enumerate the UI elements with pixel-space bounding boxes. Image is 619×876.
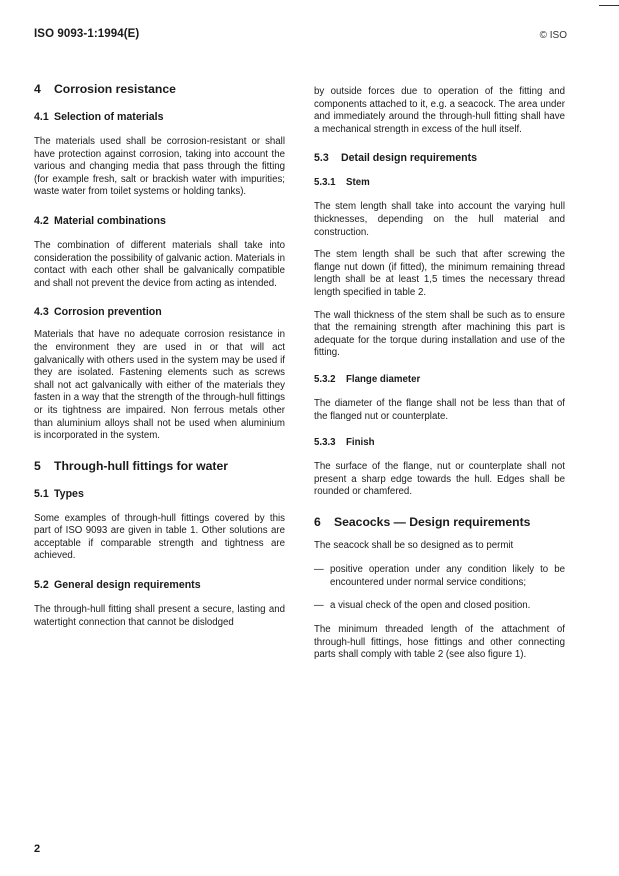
paragraph: The materials used shall be corrosion-resistant or shall have protection against corrosion, taking into account the various and changing media that pass through the fitting (for example fresh, salt or brackish water with impurities; waste water from toilet systems or holding tanks). [34, 136, 285, 198]
section-5-3-3-heading: 5.3.3 Finish [314, 437, 375, 449]
left-column [34, 82, 285, 629]
section-5-3-heading: 5.3 Detail design requirements [314, 152, 477, 165]
paragraph-continued: by outside forces due to operation of the fitting and components attached to it, e.g. a seacock. The area under and immediately around the through-hull fitting shall have a mechanical strength in excess of the hull itself. [314, 86, 565, 135]
section-4-heading: 4 Corrosion resistance [34, 82, 176, 96]
list-item [314, 600, 565, 613]
page-number: 2 [34, 843, 41, 855]
list-item [314, 564, 565, 589]
section-5-3-1-heading: 5.3.1 Stem [314, 177, 370, 189]
section-5-2-heading: 5.2 General design requirements [34, 579, 201, 592]
paragraph: The stem length shall take into account the varying hull thicknesses, depending on the hull material and construction. [314, 201, 565, 238]
section-5-3-2-heading: 5.3.2 Flange diameter [314, 373, 421, 385]
paragraph: The seacock shall be so designed as to permit [314, 539, 514, 551]
section-4-1-heading: 4.1 Selection of materials [34, 111, 164, 123]
section-4-3-heading: 4.3 Corrosion prevention [34, 306, 162, 319]
list-item-text: a visual check of the open and closed position. [330, 599, 531, 611]
paragraph: Some examples of through-hull fittings covered by this part of ISO 9093 are given in table 1. Other solutions are acceptable if comparable strength and tightness are achieved. [34, 512, 285, 562]
list-item-text: positive operation under any condition likely to be encountered under normal service conditions; [330, 564, 565, 589]
paragraph: The diameter of the flange shall not be less than that of the flanged nut or counterplate. [314, 397, 565, 422]
section-4-2-heading: 4.2 Material combinations [34, 214, 166, 227]
paragraph: The minimum threaded length of the attachment of through-hull fittings, hose fittings and other connecting parts shall comply with table 2 (see also figure 1). [314, 624, 565, 661]
section-5-heading: 5 Through-hull fittings for water [34, 458, 228, 473]
list-dash: — [314, 599, 324, 611]
list-dash: — [314, 564, 324, 576]
paragraph: Materials that have no adequate corrosion resistance in the environment they are used in or that will act galvanically with others used in the system may be used if they are isolated. Fastening elements such as screws shall not act galvanically with either of the materials they fasten in a way that the strength of the through-hull fittings or its tightness are impaired. Non ferrous metals other than aluminium alloys shall not be used when aluminium is incorporated in the system. [34, 329, 285, 442]
paragraph: The surface of the flange, nut or counterplate shall not present a sharp edge towards the hull. Edges shall be rounded or chamfered. [314, 461, 565, 498]
section-5-1-heading: 5.1 Types [34, 487, 84, 500]
paragraph: The wall thickness of the stem shall be such as to ensure that the remaining strength after machining this part is adequate for the torque during installation and use of the fitting. [314, 309, 565, 359]
paragraph: The through-hull fitting shall present a secure, lasting and watertight connection that cannot be dislodged [34, 604, 285, 628]
right-column [314, 86, 565, 662]
section-6-heading: 6 Seacocks — Design requirements [314, 514, 531, 529]
corner-rule [599, 5, 619, 6]
paragraph: The combination of different materials shall take into consideration the possibility of galvanic action. Materials in contact with each other shall be galvanically compatible and shall not prevent the device from acting as intended. [34, 239, 285, 289]
copyright-mark: © ISO [539, 30, 567, 41]
standard-designation: ISO 9093-1:1994(E) [34, 28, 140, 40]
paragraph: The stem length shall be such that after screwing the flange nut down (if fitted), the minimum remaining thread length shall be at least 1,5 times the necessary thread length specified in table 2. [314, 249, 565, 298]
